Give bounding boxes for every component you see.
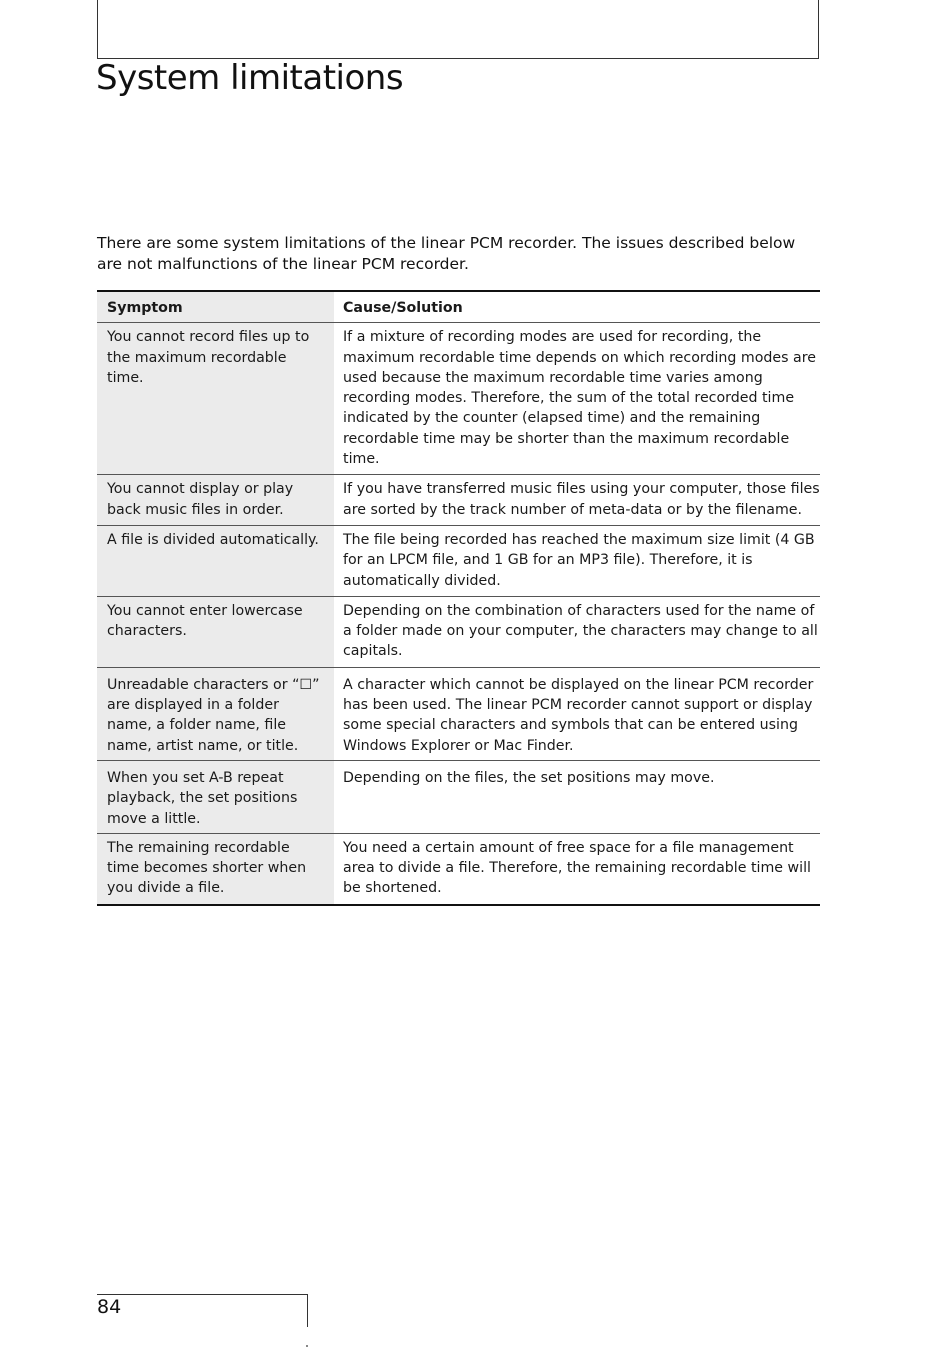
cause-solution-cell: A character which cannot be displayed on the linear PCM recorder has been used. The linear PCM recorder cannot support or display some special characters and symbols that can be entered using Windows Explorer or Mac Finder. (334, 667, 820, 760)
limitations-table-container (97, 290, 820, 906)
page-footer (97, 1294, 308, 1327)
top-frame-border (97, 0, 819, 59)
table-row (97, 760, 820, 833)
table-row (97, 475, 820, 526)
header-symptom: Symptom (97, 291, 334, 323)
table-row (97, 323, 820, 475)
symptom-cell: You cannot record files up to the maximum recordable time. (97, 323, 334, 475)
symptom-cell: A file is divided automatically. (97, 525, 334, 596)
table-header (97, 291, 820, 323)
table-row (97, 833, 820, 904)
symptom-cell: The remaining recordable time becomes shorter when you divide a file. (97, 833, 334, 904)
limitations-table (97, 290, 820, 906)
footer-mark (306, 1345, 308, 1347)
table-body (97, 323, 820, 905)
table-header-row (97, 291, 820, 323)
table-row (97, 596, 820, 667)
symptom-cell: You cannot display or play back music files in order. (97, 475, 334, 526)
page-title: System limitations (96, 58, 404, 98)
cause-solution-cell: You need a certain amount of free space for a file management area to divide a file. Therefore, the remaining recordable time will be shortened. (334, 833, 820, 904)
cause-solution-cell: Depending on the files, the set positions may move. (334, 760, 820, 833)
table-row (97, 667, 820, 760)
cause-solution-cell: If a mixture of recording modes are used for recording, the maximum recordable time depends on which recording modes are used because the maximum recordable time varies among recording modes. Therefore, the sum of the total recorded time indicated by the counter (elapsed time) and the remaining recordable time may be shorter than the maximum recordable time. (334, 323, 820, 475)
cause-solution-cell: The file being recorded has reached the maximum size limit (4 GB for an LPCM file, and 1 GB for an MP3 file). Therefore, it is automatically divided. (334, 525, 820, 596)
cause-solution-cell: Depending on the combination of characters used for the name of a folder made on your computer, the characters may change to all capitals. (334, 596, 820, 667)
header-cause-solution: Cause/Solution (334, 291, 820, 323)
cause-solution-cell: If you have transferred music files using your computer, those files are sorted by the track number of meta-data or by the filename. (334, 475, 820, 526)
table-row (97, 525, 820, 596)
intro-paragraph: There are some system limitations of the linear PCM recorder. The issues described below are not malfunctions of the linear PCM recorder. (97, 234, 796, 273)
symptom-cell: When you set A-B repeat playback, the set positions move a little. (97, 760, 334, 833)
symptom-cell: Unreadable characters or “☐” are displayed in a folder name, a folder name, file name, artist name, or title. (97, 667, 334, 760)
symptom-cell: You cannot enter lowercase characters. (97, 596, 334, 667)
page-number: 84 (97, 1296, 122, 1318)
